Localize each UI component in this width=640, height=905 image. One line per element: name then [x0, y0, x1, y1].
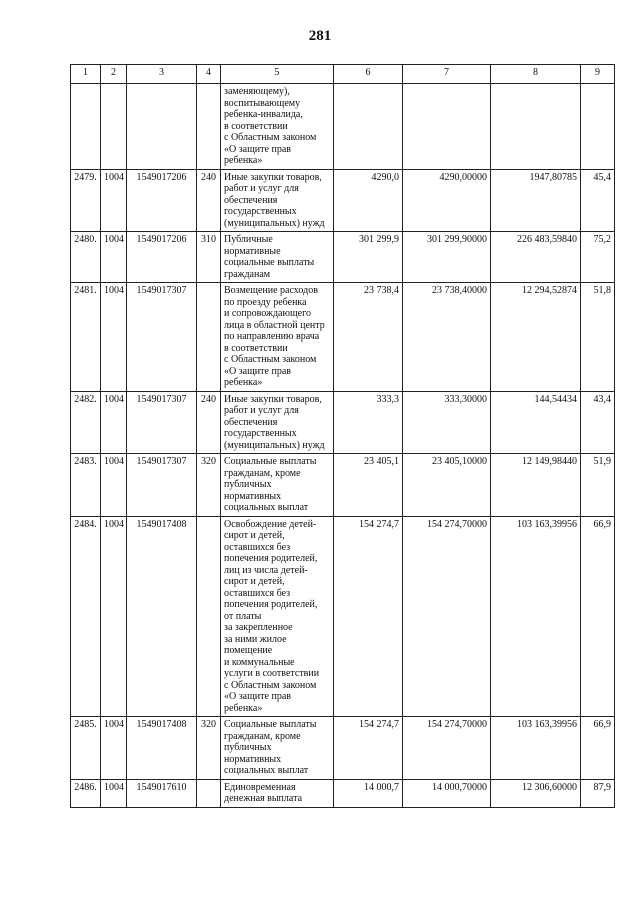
plan-amount-cell — [334, 84, 403, 170]
description-line: Публичные — [224, 234, 273, 245]
plan-amount-cell: 23 405,1 — [334, 454, 403, 517]
percent-cell: 66,9 — [581, 717, 615, 780]
section-code-cell: 1004 — [101, 779, 127, 807]
description-line: Единовременная — [224, 781, 296, 793]
column-header: 8 — [491, 65, 581, 84]
description-line: Социальные выплаты — [224, 456, 317, 467]
description-line: «О защите прав — [224, 691, 291, 702]
description-line: гражданам — [224, 268, 271, 280]
section-code-cell: 1004 — [101, 516, 127, 717]
description-line: работ и услуг для — [224, 183, 299, 194]
percent-cell: 87,9 — [581, 779, 615, 807]
section-code-cell: 1004 — [101, 283, 127, 392]
section-code-cell: 1004 — [101, 232, 127, 283]
row-number-cell: 2483. — [71, 454, 101, 517]
section-code-cell: 1004 — [101, 391, 127, 454]
table-body — [71, 84, 615, 808]
budget-table — [70, 64, 615, 808]
executed-amount-cell: 226 483,59840 — [491, 232, 581, 283]
expense-type-cell: 320 — [197, 454, 221, 517]
description-line: воспитывающему — [224, 97, 301, 109]
target-code-cell: 1549017307 — [127, 454, 197, 517]
description-line: оставшихся без — [224, 541, 291, 553]
executed-amount-cell: 103 163,39956 — [491, 717, 581, 780]
description-cell — [221, 232, 334, 283]
row-number-cell: 2482. — [71, 391, 101, 454]
column-header: 7 — [403, 65, 491, 84]
description-line: обеспечения — [224, 416, 278, 428]
expense-type-cell: 240 — [197, 391, 221, 454]
description-line: Возмещение расходов — [224, 285, 318, 296]
executed-amount-cell: 103 163,39956 — [491, 516, 581, 717]
column-header: 5 — [221, 65, 334, 84]
description-line: по направлению врача — [224, 331, 320, 342]
expense-type-cell — [197, 84, 221, 170]
row-number-cell: 2481. — [71, 283, 101, 392]
description-line: Иные закупки товаров, — [224, 171, 322, 183]
description-line: «О защите прав — [224, 365, 291, 377]
description-line: за ними жилое — [224, 633, 287, 645]
plan-precise-cell: 301 299,90000 — [403, 232, 491, 283]
plan-precise-cell: 154 274,70000 — [403, 717, 491, 780]
table-row — [71, 717, 615, 780]
target-code-cell — [127, 84, 197, 170]
description-line: за закрепленное — [224, 622, 293, 633]
expense-type-cell: 240 — [197, 169, 221, 232]
description-line: государственных — [224, 206, 297, 217]
plan-precise-cell: 154 274,70000 — [403, 516, 491, 717]
target-code-cell: 1549017206 — [127, 169, 197, 232]
plan-amount-cell: 154 274,7 — [334, 717, 403, 780]
description-line: сирот и детей, — [224, 530, 285, 541]
description-line: нормативные — [224, 245, 281, 257]
description-line: социальных выплат — [224, 765, 309, 776]
description-line: социальных выплат — [224, 502, 309, 513]
percent-cell — [581, 84, 615, 170]
description-line: лиц из числа детей- — [224, 564, 308, 576]
column-header: 9 — [581, 65, 615, 84]
column-header: 6 — [334, 65, 403, 84]
column-header: 1 — [71, 65, 101, 84]
description-line: работ и услуг для — [224, 405, 299, 416]
description-line: оставшихся без — [224, 587, 291, 599]
plan-precise-cell: 23 738,40000 — [403, 283, 491, 392]
target-code-cell: 1549017206 — [127, 232, 197, 283]
plan-amount-cell: 4290,0 — [334, 169, 403, 232]
executed-amount-cell: 12 306,60000 — [491, 779, 581, 807]
description-line: в соответствии — [224, 342, 288, 354]
description-cell — [221, 454, 334, 517]
plan-precise-cell: 333,30000 — [403, 391, 491, 454]
executed-amount-cell: 12 294,52874 — [491, 283, 581, 392]
row-number-cell — [71, 84, 101, 170]
executed-amount-cell: 1947,80785 — [491, 169, 581, 232]
plan-amount-cell: 154 274,7 — [334, 516, 403, 717]
plan-precise-cell: 23 405,10000 — [403, 454, 491, 517]
row-number-cell: 2480. — [71, 232, 101, 283]
description-line: социальные выплаты — [224, 257, 315, 268]
description-line: попечения родителей, — [224, 553, 318, 564]
description-cell — [221, 84, 334, 170]
description-line: (муниципальных) нужд — [224, 439, 325, 451]
description-line: государственных — [224, 428, 297, 439]
section-code-cell: 1004 — [101, 169, 127, 232]
description-line: нормативных — [224, 753, 282, 765]
target-code-cell: 1549017307 — [127, 391, 197, 454]
expense-type-cell: 320 — [197, 717, 221, 780]
plan-precise-cell: 14 000,70000 — [403, 779, 491, 807]
description-line: сирот и детей, — [224, 576, 285, 587]
expense-type-cell — [197, 516, 221, 717]
plan-precise-cell — [403, 84, 491, 170]
percent-cell: 66,9 — [581, 516, 615, 717]
description-line: публичных — [224, 742, 272, 753]
description-line: гражданам, кроме — [224, 730, 301, 742]
description-line: ребенка» — [224, 702, 263, 714]
plan-amount-cell: 301 299,9 — [334, 232, 403, 283]
table-row — [71, 232, 615, 283]
target-code-cell: 1549017610 — [127, 779, 197, 807]
description-line: заменяющему), — [224, 86, 290, 97]
description-line: и коммунальные — [224, 656, 295, 668]
section-code-cell: 1004 — [101, 454, 127, 517]
description-cell — [221, 516, 334, 717]
plan-amount-cell: 14 000,7 — [334, 779, 403, 807]
description-line: ребенка-инвалида, — [224, 109, 303, 120]
target-code-cell: 1549017307 — [127, 283, 197, 392]
description-line: от платы — [224, 610, 262, 622]
row-number-cell: 2479. — [71, 169, 101, 232]
row-number-cell: 2486. — [71, 779, 101, 807]
table-row — [71, 779, 615, 807]
description-line: ребенка» — [224, 155, 263, 166]
description-line: денежная выплата — [224, 793, 303, 804]
description-line: услуги в соответствии — [224, 668, 320, 679]
description-cell — [221, 717, 334, 780]
description-line: попечения родителей, — [224, 599, 318, 610]
table-row — [71, 391, 615, 454]
percent-cell: 51,9 — [581, 454, 615, 517]
table-row — [71, 283, 615, 392]
expense-type-cell — [197, 779, 221, 807]
description-line: публичных — [224, 479, 272, 490]
section-code-cell: 1004 — [101, 717, 127, 780]
description-line: и сопровождающего — [224, 308, 311, 319]
percent-cell: 43,4 — [581, 391, 615, 454]
expense-type-cell: 310 — [197, 232, 221, 283]
description-line: Социальные выплаты — [224, 719, 317, 730]
table-row — [71, 516, 615, 717]
table-row — [71, 454, 615, 517]
description-line: с Областным законом — [224, 354, 317, 365]
executed-amount-cell: 12 149,98440 — [491, 454, 581, 517]
plan-amount-cell: 23 738,4 — [334, 283, 403, 392]
description-cell — [221, 283, 334, 392]
section-code-cell — [101, 84, 127, 170]
description-line: лица в областной центр — [224, 319, 325, 331]
description-line: Иные закупки товаров, — [224, 393, 322, 405]
table-row — [71, 169, 615, 232]
description-line: обеспечения — [224, 194, 278, 206]
description-line: с Областным законом — [224, 132, 317, 143]
percent-cell: 75,2 — [581, 232, 615, 283]
column-header: 3 — [127, 65, 197, 84]
column-header: 2 — [101, 65, 127, 84]
description-line: помещение — [224, 645, 273, 656]
description-line: «О защите прав — [224, 143, 291, 155]
description-cell — [221, 779, 334, 807]
description-line: по проезду ребенка — [224, 296, 307, 308]
row-number-cell: 2485. — [71, 717, 101, 780]
description-line: Освобождение детей- — [224, 518, 317, 530]
description-line: в соответствии — [224, 120, 288, 132]
executed-amount-cell — [491, 84, 581, 170]
description-line: (муниципальных) нужд — [224, 217, 325, 229]
executed-amount-cell: 144,54434 — [491, 391, 581, 454]
percent-cell: 51,8 — [581, 283, 615, 392]
plan-amount-cell: 333,3 — [334, 391, 403, 454]
percent-cell: 45,4 — [581, 169, 615, 232]
table-row — [71, 84, 615, 170]
description-cell — [221, 391, 334, 454]
description-cell — [221, 169, 334, 232]
header-row — [71, 65, 615, 84]
plan-precise-cell: 4290,00000 — [403, 169, 491, 232]
column-header: 4 — [197, 65, 221, 84]
description-line: с Областным законом — [224, 679, 317, 691]
row-number-cell: 2484. — [71, 516, 101, 717]
description-line: нормативных — [224, 490, 282, 502]
target-code-cell: 1549017408 — [127, 717, 197, 780]
page-number: 281 — [308, 28, 332, 44]
description-line: гражданам, кроме — [224, 467, 301, 479]
description-line: ребенка» — [224, 377, 263, 388]
target-code-cell: 1549017408 — [127, 516, 197, 717]
expense-type-cell — [197, 283, 221, 392]
